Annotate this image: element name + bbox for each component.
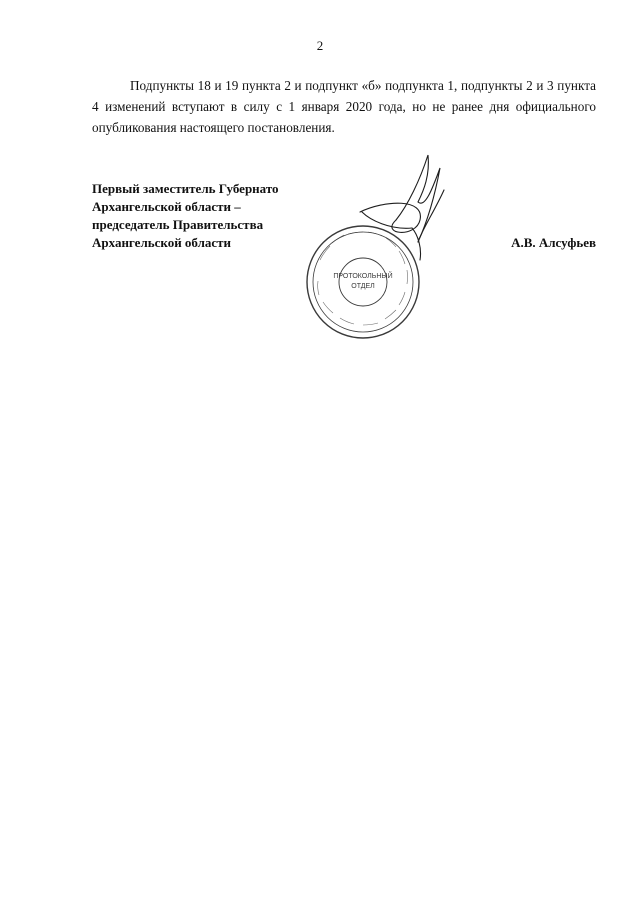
seal-and-signature: [300, 150, 470, 355]
signatory-title-line-2: Архангельской области –: [92, 199, 241, 214]
signatory-name: А.В. Алсуфьев: [511, 235, 596, 250]
signatory-title-line-1: Первый заместитель Губернато: [92, 181, 279, 196]
seal-text-line-1: ПРОТОКОЛЬНЫЙ: [333, 273, 393, 280]
body-paragraph: Подпункты 18 и 19 пункта 2 и подпункт «б» подпункта 1, подпункты 2 и 3 пункта 4 изменений вступают в силу с 1 января 2020 года, но не ранее дня официального опубликования настоящего постановления.: [92, 78, 596, 135]
seal-svg: [300, 150, 470, 355]
round-seal: [307, 226, 419, 338]
page-number: 2: [316, 38, 324, 53]
signatory-title-line-3: председатель Правительства: [92, 217, 264, 232]
seal-text-line-2: ОТДЕЛ: [351, 283, 375, 290]
signatory-title-line-4: Архангельской области: [92, 235, 232, 250]
handwritten-signature: [360, 155, 444, 260]
